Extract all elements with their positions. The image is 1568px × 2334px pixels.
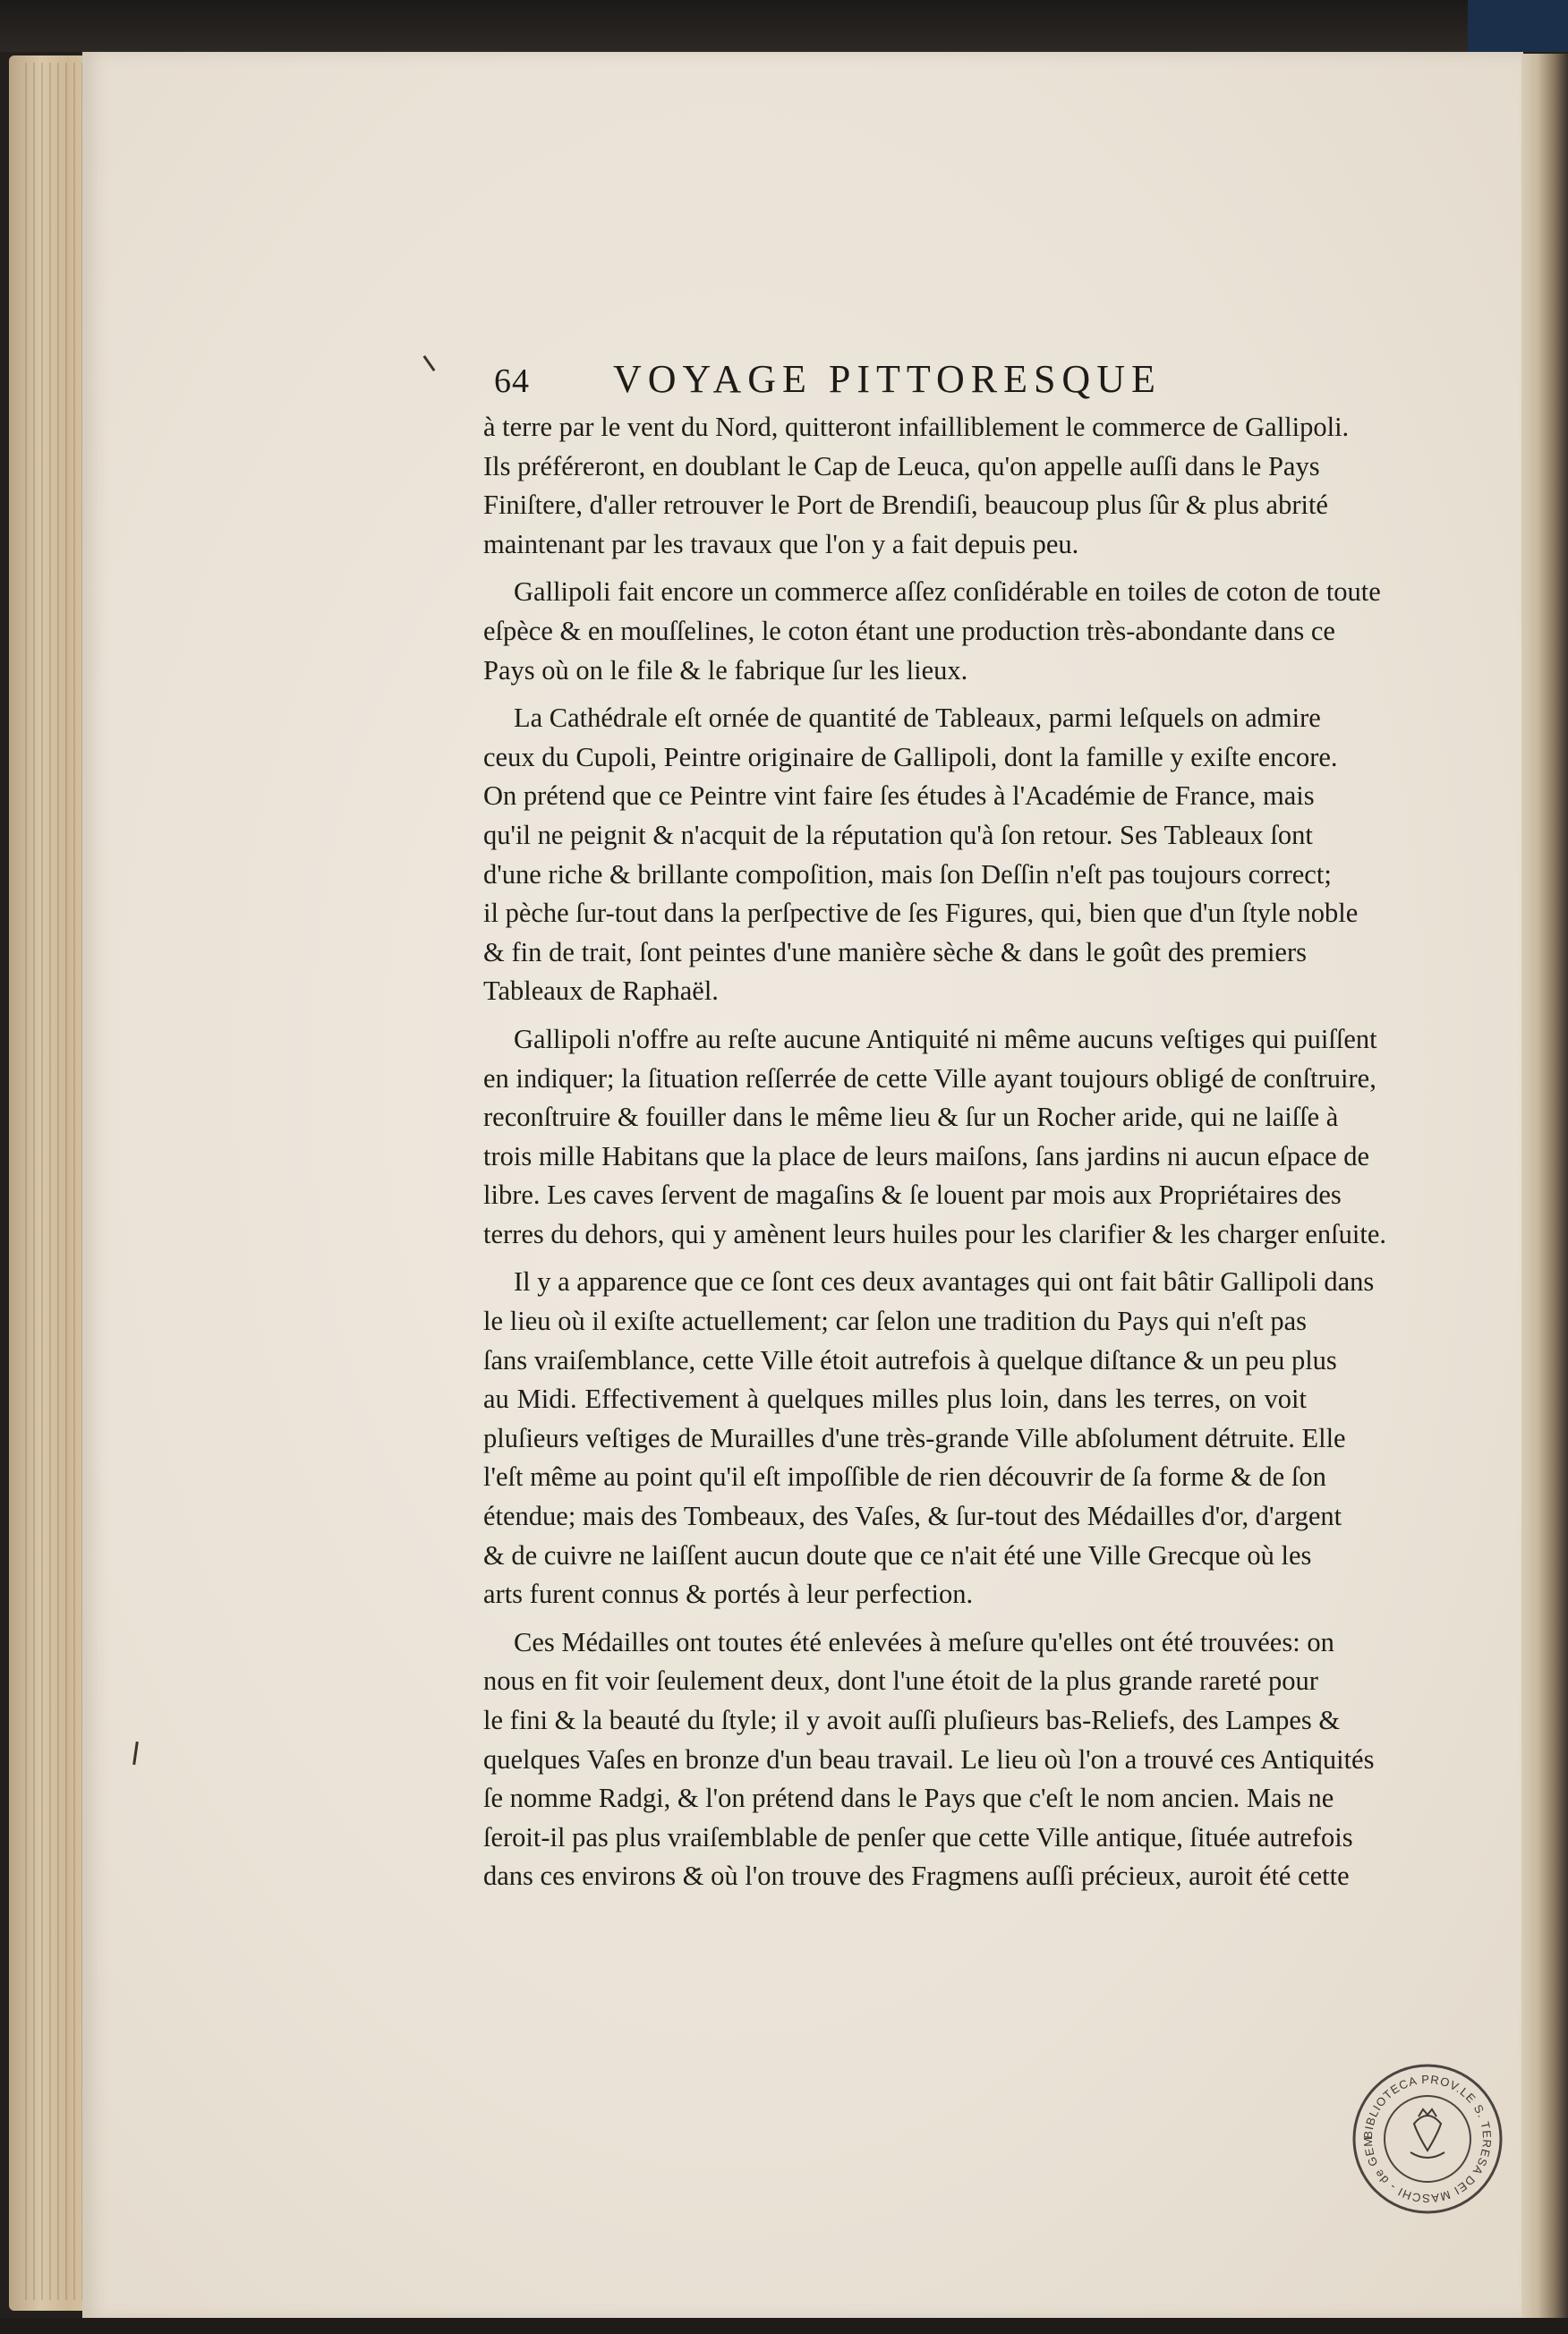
text-line: le fini & la beauté du ſtyle; il y avoit auſſi pluſieurs bas-Reliefs, des Lampes & [483,1705,1341,1735]
text-line: reconſtruire & fouiller dans le même lieu & ſur un Rocher aride, qui ne laiſſe à [483,1102,1339,1133]
running-title: VOYAGE PITTORESQUE [613,357,1162,401]
paragraph-gap [483,1614,1307,1623]
text-line: trois mille Habitans que la place de leurs maiſons, ſans jardins ni aucun eſpace de [483,1140,1370,1171]
text-line: le lieu où il exiſte actuellement; car ſelon une tradition du Pays qui n'eſt pas [483,1306,1307,1337]
text-line: eſpèce & en mouſſelines, le coton étant une production très-abondante dans ce [483,615,1335,646]
text-line: ſe nomme Radgi, & l'on prétend dans le Pays que c'eſt le nom ancien. Mais ne [483,1783,1334,1814]
text-line: Gallipoli fait encore un commerce aſſez conſidérable en toiles de coton de toute [514,576,1381,608]
library-stamp [1351,2063,1504,2215]
page-edges [25,63,88,2300]
text-line: On prétend que ce Peintre vint faire ſes études à l'Académie de France, mais [483,780,1315,812]
text-line: ceux du Cupoli, Peintre originaire de Gallipoli, dont la famille y exiſte encore. [483,741,1338,772]
text-line: terres du dehors, qui y amènent leurs huiles pour les clarifier & les charger enſuite. [483,1218,1386,1249]
stamp-text: BIBLIOTECA PROV.LE S. TERESA DEI MASCHI - de GEM [1360,2072,1495,2206]
scan-bottom-edge [0,2318,1568,2334]
svg-text:BIBLIOTECA PROV.LE S. TERESA D [1351,2063,1494,2205]
text-line: ſans vraiſemblance, cette Ville étoit autrefois à quelque diſtance & un peu plus [483,1344,1337,1376]
text-line: & fin de trait, ſont peintes d'une manière sèche & dans le goût des premiers [483,936,1307,967]
paragraph-gap [483,564,1307,573]
text-line: d'une riche & brillante compoſition, mais ſon Deſſin n'eſt pas toujours correct; [483,858,1332,890]
text-line: arts furent connus & portés à leur perfection. [483,1579,974,1610]
text-line: au Midi. Effectivement à quelques milles plus loin, dans les terres, on voit [483,1384,1307,1415]
text-line: Gallipoli n'offre au reſte aucune Antiquité ni même aucuns veſtiges qui puiſſent [514,1023,1377,1054]
text-line: il pèche ſur-tout dans la perſpective de ſes Figures, qui, bien que d'un ſtyle noble [483,898,1359,929]
text-line: à terre par le vent du Nord, quitteront infailliblement le commerce de Gallipoli. [483,412,1350,442]
text-line: étendue; mais des Tombeaux, des Vaſes, & ſur-tout des Médailles d'or, d'argent [483,1501,1342,1532]
text-line: dans ces environs & où l'on trouve des Fragmens auſſi précieux, auroit été cette [483,1861,1350,1892]
text-line: maintenant par les travaux que l'on y a fait depuis peu. [483,528,1079,559]
text-line: pluſieurs veſtiges de Murailles d'une très-grande Ville abſolument détruite. Elle [483,1422,1346,1453]
text-line: l'eſt même au point qu'il eſt impoſſible de rien découvrir de ſa forme & de ſon [483,1461,1326,1493]
text-line: Tableaux de Raphaël. [483,975,719,1007]
text-line: Finiſtere, d'aller retrouver le Port de Brendiſi, beaucoup plus ſûr & plus abrité [483,490,1328,521]
book-binding [1468,0,1568,52]
text-line: qu'il ne peignit & n'acquit de la réputation qu'à ſon retour. Ses Tableaux ſont [483,819,1313,850]
text-line: ſeroit-il pas plus vraiſemblable de penſer que cette Ville antique, ſituée autrefois [483,1821,1353,1853]
right-page-edge [1521,54,1568,2318]
text-line: Pays où on le file & le fabrique ſur les lieux. [483,654,968,686]
paragraph-gap [483,1254,1307,1263]
text-line: Ces Médailles ont toutes été enlevées à meſure qu'elles ont été trouvées: on [514,1626,1334,1657]
text-line: nous en fit voir ſeulement deux, dont l'une étoit de la plus grande rareté pour [483,1665,1318,1697]
text-line: libre. Les caves ſervent de magaſins & ſe louent par mois aux Propriétaires des [483,1180,1342,1211]
page-number: 64 [494,362,530,400]
text-line: Il y a apparence que ce ſont ces deux avantages qui ont fait bâtir Gallipoli dans [514,1266,1375,1298]
paragraph-gap [483,1011,1307,1020]
text-line: en indiquer; la ſituation reſſerrée de cette Ville ayant toujours obligé de conſtruire, [483,1062,1376,1094]
text-line: Ils préféreront, en doublant le Cap de Leuca, qu'on appelle auſſi dans le Pays [483,450,1320,481]
text-line: quelques Vaſes en bronze d'un beau travail. Le lieu où l'on a trouvé ces Antiquités [483,1743,1375,1775]
text-line: La Cathédrale eſt ornée de quantité de Tableaux, parmi leſquels on admire [514,703,1321,734]
text-line: & de cuivre ne laiſſent aucun doute que ce n'ait été une Ville Grecque où les [483,1539,1312,1571]
paragraph-gap [483,690,1307,699]
stamp-seal-icon [1351,2063,1504,2215]
body-text [483,408,1386,1896]
scan-top-edge [0,0,1568,52]
